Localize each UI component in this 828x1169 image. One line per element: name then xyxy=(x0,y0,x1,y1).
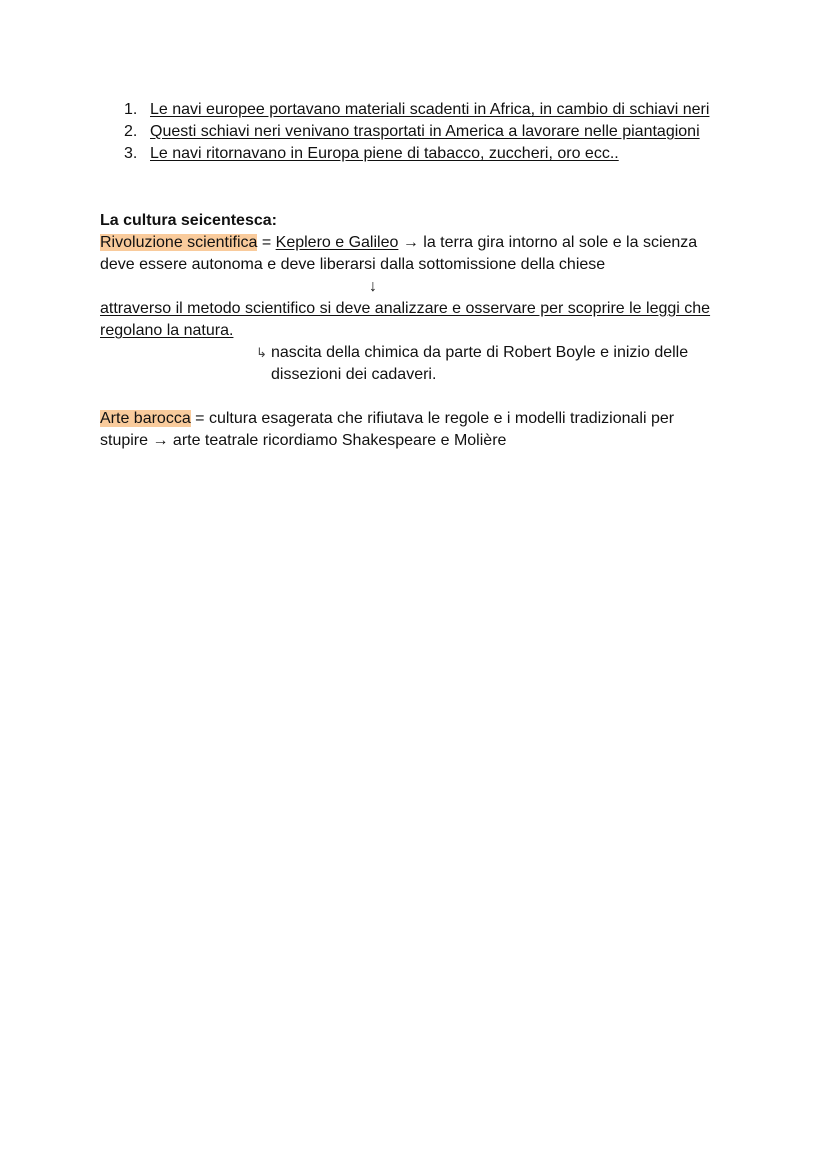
list-item-text: Questi schiavi neri venivano trasportati in America a lavorare nelle piantagioni xyxy=(150,123,700,140)
list-number: 3. xyxy=(124,145,138,162)
down-arrow-icon: ↓ xyxy=(369,278,377,295)
arte-text: = cultura esagerata che rifiutava le regole e i modelli tradizionali per stupire → arte teatrale ricordiamo Shakespeare e Molière xyxy=(100,410,675,449)
list-item xyxy=(100,99,740,121)
hook-arrow-icon: ↳ xyxy=(256,345,267,360)
rivoluzione-term: Rivoluzione scientifica xyxy=(100,234,258,251)
list-item-text: Le navi ritornavano in Europa piene di tabacco, zuccheri, oro ecc.. xyxy=(150,145,619,162)
arte-term: Arte barocca xyxy=(100,410,191,427)
section-title: La cultura seicentesca: xyxy=(100,212,277,229)
keplero-galileo: Keplero e Galileo xyxy=(275,234,399,251)
list-number: 1. xyxy=(124,101,138,118)
numbered-list xyxy=(100,99,740,165)
method-paragraph: attraverso il metodo scientifico si deve analizzare e osservare per scoprire le leggi che regolano la natura. xyxy=(100,300,711,339)
list-item-text: Le navi europee portavano materiali scadenti in Africa, in cambio di schiavi neri xyxy=(150,101,710,118)
rivoluzione-text: → la terra gira intorno al sole e la scienza deve essere autonoma e deve liberarsi dalla sottomissione della chiese xyxy=(100,234,698,273)
birth-text: nascita della chimica da parte di Robert Boyle e inizio delle dissezioni dei cadaveri. xyxy=(271,344,689,383)
rivoluzione-paragraph xyxy=(100,232,730,276)
list-item xyxy=(100,121,740,143)
birth-paragraph xyxy=(256,342,741,386)
equals-sign: = xyxy=(257,234,276,251)
list-number: 2. xyxy=(124,123,138,140)
arte-paragraph xyxy=(100,408,720,452)
list-item xyxy=(100,143,740,165)
